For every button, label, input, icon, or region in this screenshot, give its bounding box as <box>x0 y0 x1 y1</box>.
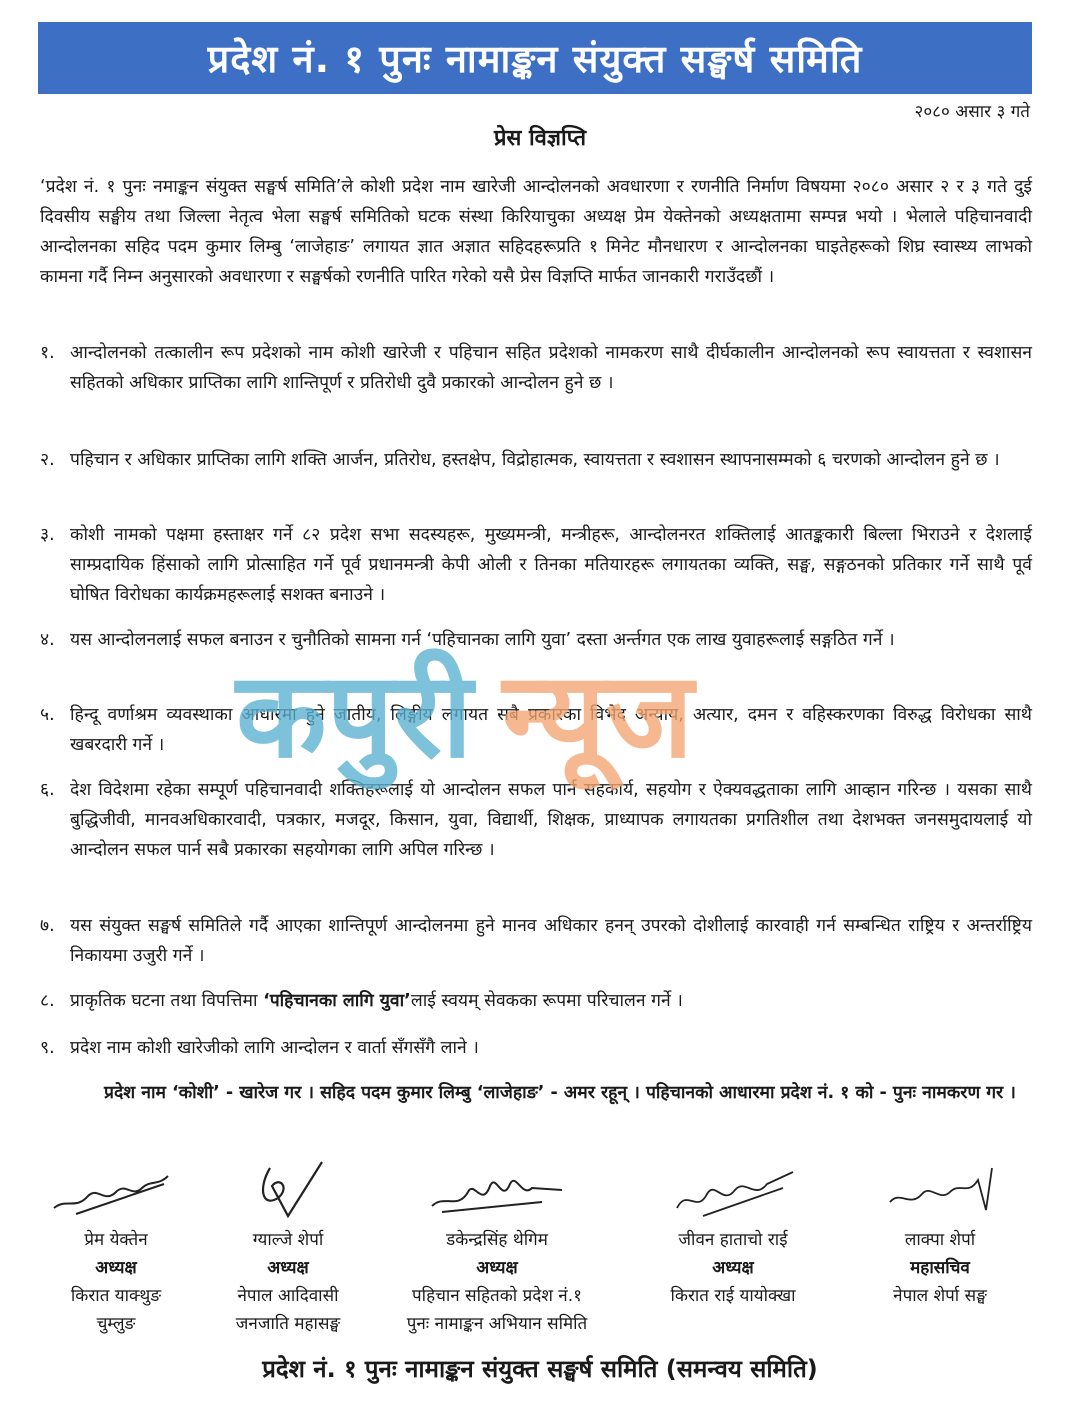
item-text: कोशी नामको पक्षमा हस्ताक्षर गर्ने ८२ प्रदेश सभा सदस्यहरू, मुख्यमन्त्री, मन्त्रीहरू, आन्दोलनरत शक्तिलाई आतङ्ककारी बिल्ला भिराउने र देशलाई साम्प्रदायिक हिंसाको लागि प्रोत्साहित गर्ने पूर्व प्रधानमन्त्री केपी ओली र तिनका मतियारहरू लगायतका व्यक्ति, सङ्घ, सङ्गठनको प्रतिकार गर्ने साथै पूर्व घोषित विरोधका कार्यक्रमहरूलाई सशक्त बनाउने । <box>70 525 1032 605</box>
list-item <box>40 625 1032 655</box>
item-text: पहिचान र अधिकार प्राप्तिका लागि शक्ति आर्जन, प्रतिरोध, हस्तक्षेप, विद्रोहात्मक, स्वायत्तता र स्वशासन स्थापनासम्मको ६ चरणको आन्दोलन हुने छ । <box>70 450 1000 470</box>
item-text: प्रदेश नाम कोशी खारेजीको लागि आन्दोलन र वार्ता सँगसँगै लाने । <box>70 1038 479 1058</box>
item-text: आन्दोलनको तत्कालीन रूप प्रदेशको नाम कोशी खारेजी र पहिचान सहित प्रदेशको नामकरण साथै दीर्घकालीन आन्दोलनको रूप स्वायत्तता र स्वशासन सहितको अधिकार प्राप्तिका लागि शान्तिपूर्ण र प्रतिरोधी दुवै प्रकारको आन्दोलन हुने छ । <box>70 343 1032 393</box>
list-item <box>40 700 1032 760</box>
signatory-role: अध्यक्ष <box>476 1258 518 1278</box>
signature-4 <box>663 1158 803 1220</box>
item-text-bold: ‘पहिचानका लागि युवा’ <box>263 991 411 1011</box>
slogan: प्रदेश नाम ‘कोशी’ - खारेज गर । सहिद पदम कुमार लिम्बु ‘लाजेहाङ’ - अमर रहून् । पहिचानको आधारमा प्रदेश नं. १ को - पुनः नामकरण गर । <box>104 1083 1016 1103</box>
page-title: प्रदेश नं. १ पुनः नामाङ्कन संयुक्त सङ्घर्ष समिति <box>207 37 863 81</box>
signature-5 <box>870 1158 1010 1220</box>
signature-3 <box>422 1158 572 1220</box>
signatory-role: महासचिव <box>910 1258 970 1278</box>
signatory-5 <box>842 1158 1038 1310</box>
signatory-name: ग्याल्जे शेर्पा <box>252 1230 324 1250</box>
item-text: यस संयुक्त सङ्घर्ष समितिले गर्दै आएका शान्तिपूर्ण आन्दोलनमा हुने मानव अधिकार हनन् उपरको दोशीलाई कारवाही गर्न सम्बन्धित राष्ट्रिय र अन्तर्राष्ट्रिय निकायमा उजुरी गर्ने । <box>70 916 1032 966</box>
item-text: देश विदेशमा रहेका सम्पूर्ण पहिचानवादी शक्तिहरूलाई यो आन्दोलन सफल पार्न सहकार्य, सहयोग र ऐक्यवद्धताका लागि आव्हान गरिन्छ । यसका साथै बुद्धिजीवी, मानवअधिकारवादी, पत्रकार, मजदूर, किसान, युवा, विद्यार्थी, शिक्षक, प्राध्यापक लगायतका प्रगतिशील तथा देशभक्त जनसमुदायलाई यो आन्दोलन सफल पार्न सबै प्रकारका सहयोगका लागि अपिल गरिन्छ । <box>70 780 1032 860</box>
list-item <box>40 445 1032 475</box>
signatory-role: अध्यक्ष <box>267 1258 309 1278</box>
signatory-org: नेपाल शेर्पा सङ्घ <box>893 1286 987 1306</box>
list-item <box>40 775 1032 865</box>
signatory-4 <box>628 1158 838 1310</box>
item-text: हिन्दू वर्णाश्रम व्यवस्थाका आधारमा हुने जातीय, लिङ्गीय लगायत सबै प्रकारका विभेद अन्याय, अत्यार, दमन र वहिस्करणका विरुद्ध विरोधका साथै खबरदारी गर्ने । <box>70 705 1032 755</box>
signatory-name: लाक्पा शेर्पा <box>904 1230 976 1250</box>
signatory-org: नेपाल आदिवासी <box>237 1286 339 1306</box>
signatory-org: किरात राई यायोक्खा <box>670 1286 796 1306</box>
signatory-1 <box>18 1158 214 1338</box>
list-item <box>40 986 1032 1016</box>
signatory-org: किरात याक्थुङ <box>70 1286 162 1306</box>
item-number: २. <box>40 450 55 470</box>
item-number: ९. <box>40 1038 55 1058</box>
signatory-org: पहिचान सहितको प्रदेश नं.१ <box>412 1286 582 1306</box>
signatory-org: पुनः नामाङ्कन अभियान समिति <box>406 1314 588 1334</box>
item-number: ३. <box>40 525 55 545</box>
watermark-part-2: न्यूज <box>502 646 694 784</box>
item-number: ७. <box>40 916 55 936</box>
item-number: १. <box>40 343 55 363</box>
item-text-part: लाई स्वयम् सेवकका रूपमा परिचालन गर्ने । <box>410 991 683 1011</box>
signatory-name: जीवन हाताचो राई <box>678 1230 788 1250</box>
footer-title: प्रदेश नं. १ पुनः नामाङ्कन संयुक्त सङ्घर्ष समिति (समन्वय समिति) <box>262 1355 818 1383</box>
list-item <box>40 1033 1032 1063</box>
title-banner <box>38 22 1032 94</box>
item-text-part: प्राकृतिक घटना तथा विपत्तिमा <box>70 991 264 1011</box>
signatory-role: अध्यक्ष <box>95 1258 137 1278</box>
signatory-name: डकेन्द्रसिंह थेगिम <box>446 1230 548 1250</box>
watermark-part-1: कपुरी <box>236 646 473 784</box>
signatory-name: प्रेम येक्तेन <box>84 1230 148 1250</box>
item-number: ५. <box>40 705 55 725</box>
item-number: ६. <box>40 780 55 800</box>
list-item <box>40 338 1032 398</box>
list-item <box>40 520 1032 610</box>
intro-paragraph: ‘प्रदेश नं. १ पुनः नमाङ्कन संयुक्त सङ्घर्ष समिति’ले कोशी प्रदेश नाम खारेजी आन्दोलनको अवधारणा र रणनीति निर्माण विषयमा २०८० असार २ र ३ गते दुई दिवसीय सङ्घीय तथा जिल्ला नेतृत्व भेला सङ्घर्ष समितिको घटक संस्था किरियाचुका अध्यक्ष प्रेम येक्तेनको अध्यक्षतामा सम्पन्न भयो । भेलाले पहिचानवादी आन्दोलनका सहिद पदम कुमार लिम्बु ‘लाजेहाङ’ लगायत ज्ञात अज्ञात सहिदहरूप्रति १ मिनेट मौनधारण र आन्दोलनका घाइतेहरूको शिघ्र स्वास्थ्य लाभको कामना गर्दै निम्न अनुसारको अवधारणा र सङ्घर्षको रणनीति पारित गरेको यसै प्रेस विज्ञप्ति मार्फत जानकारी गराउँदछौं । <box>40 177 1032 287</box>
signatory-3 <box>372 1158 622 1338</box>
press-release-heading: प्रेस विज्ञप्ति <box>493 126 587 151</box>
item-text <box>70 986 1032 1016</box>
signatory-2 <box>190 1158 386 1338</box>
signature-1 <box>46 1158 186 1220</box>
item-text: यस आन्दोलनलाई सफल बनाउन र चुनौतिको सामना गर्न ‘पहिचानका लागि युवा’ दस्ता अर्न्तगत एक लाख युवाहरूलाई सङ्गठित गर्ने । <box>70 630 895 650</box>
signatory-org: चुम्लुङ <box>96 1314 136 1334</box>
signature-2 <box>218 1158 358 1220</box>
date: २०८० असार ३ गते <box>914 102 1030 122</box>
item-number: ४. <box>40 630 55 650</box>
item-number: ८. <box>40 991 55 1011</box>
signatory-role: अध्यक्ष <box>712 1258 754 1278</box>
list-item <box>40 911 1032 971</box>
signatory-org: जनजाति महासङ्घ <box>235 1314 341 1334</box>
